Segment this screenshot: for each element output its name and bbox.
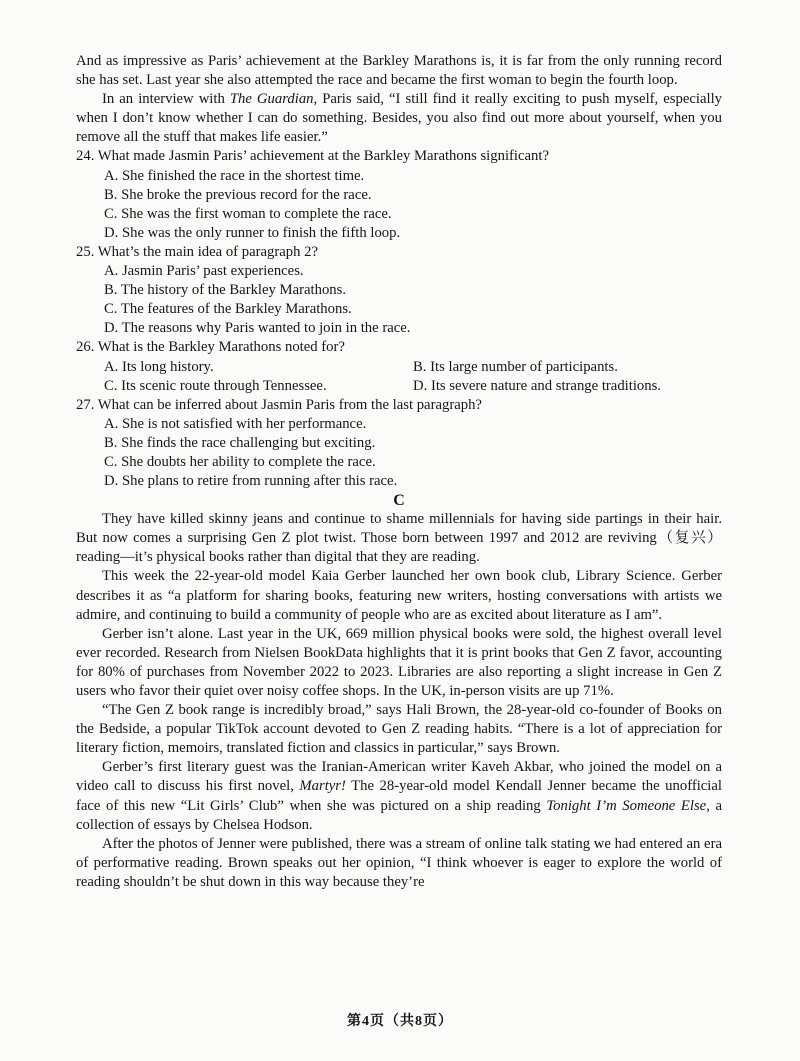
passage-paragraph: Gerber isn’t alone. Last year in the UK, 669 million physical books were sold, the highest overall level ever recorded. Research from Nielsen BookData highlights that it is print books that Gen Z favor, accounting for 80% of purchases from November 2022 to 2023. Libraries are also reporting a slight increase in Gen Z users who favor their quiet over noisy coffee shops. In the UK, in-person visits are up 71%.: [76, 625, 722, 699]
passage-paragraph: After the photos of Jenner were published, there was a stream of online talk stating we had entered an era of performative reading. Brown speaks out her opinion, “I think whoever is eager to explore the world of reading shouldn’t be shut down in this way because they’re: [76, 835, 722, 890]
question-stem: 24. What made Jasmin Paris’ achievement at the Barkley Marathons significant?: [76, 148, 549, 165]
option-c: C. The features of the Barkley Marathons.: [104, 301, 352, 318]
option-d: D. She was the only runner to finish the fifth loop.: [104, 224, 401, 241]
question-stem: 27. What can be inferred about Jasmin Paris from the last paragraph?: [76, 396, 482, 413]
question-stem: 26. What is the Barkley Marathons noted for?: [76, 339, 345, 356]
option-b: B. Its large number of participants.: [413, 358, 618, 375]
option-d: D. Its severe nature and strange traditions.: [413, 377, 661, 394]
passage-paragraph: They have killed skinny jeans and continue to shame millennials for having side partings in their hair. But now comes a surprising Gen Z plot twist. Those born between 1997 and 2012 are reviving（复兴）reading—it’s physical books rather than digital that they are reading.: [76, 511, 722, 566]
book-title: Tonight I’m Someone Else: [546, 797, 707, 814]
option-a: A. She is not satisfied with her performance.: [104, 415, 367, 432]
option-a: A. She finished the race in the shortest time.: [104, 167, 365, 184]
option-row: [104, 358, 722, 377]
question-27: [76, 396, 722, 491]
passage-paragraph: In an interview with The Guardian, Paris said, “I still find it really exciting to push myself, especially when I don’t know whether I can do something. Besides, you also find out more about yourself, when you remove all the stuff that makes life easier.”: [76, 91, 722, 146]
option-b: B. She broke the previous record for the race.: [104, 186, 372, 203]
section-heading: C: [393, 492, 405, 510]
question-26: [76, 338, 722, 395]
passage-paragraph: “The Gen Z book range is incredibly broad,” says Hali Brown, the 28-year-old co-founder of Books on the Bedside, a popular TikTok account devoted to Gen Z reading habits. “There is a lot of appreciation for literary fiction, memoirs, translated fiction and classics in particular,” says Brown.: [76, 702, 722, 757]
option-row: [104, 377, 722, 396]
passage-paragraph: And as impressive as Paris’ achievement at the Barkley Marathons is, it is far from the only running record she has set. Last year she also attempted the race and became the first woman to begin the fourth loop.: [76, 53, 722, 89]
question-stem: 25. What’s the main idea of paragraph 2?: [76, 243, 318, 260]
option-a: A. Its long history.: [104, 358, 214, 375]
passage-paragraph: Gerber’s first literary guest was the Iranian-American writer Kaveh Akbar, who joined the model on a video call to discuss his first novel, Martyr! The 28-year-old model Kendall Jenner became the unofficial face of this new “Lit Girls’ Club” when she was pictured on a ship reading Tonight I’m Someone Else, a collection of essays by Chelsea Hodson.: [76, 759, 722, 833]
option-b: B. The history of the Barkley Marathons.: [104, 282, 347, 299]
question-24: [76, 147, 722, 242]
option-b: B. She finds the race challenging but exciting.: [104, 434, 376, 451]
option-d: D. The reasons why Paris wanted to join in the race.: [104, 320, 411, 337]
option-d: D. She plans to retire from running after this race.: [104, 473, 398, 490]
passage-paragraph: This week the 22-year-old model Kaia Gerber launched her own book club, Library Science. Gerber describes it as “a platform for sharing books, featuring new writers, hosting conversations with artists we admire, and continuing to build a community of people who are as excited about literature as I am”.: [76, 568, 722, 623]
option-a: A. Jasmin Paris’ past experiences.: [104, 263, 304, 280]
newspaper-title: The Guardian: [229, 91, 314, 108]
page-number: 第4页（共8页）: [347, 1014, 453, 1029]
option-c: C. Its scenic route through Tennessee.: [104, 377, 327, 394]
option-c: C. She was the first woman to complete the race.: [104, 205, 392, 222]
option-c: C. She doubts her ability to complete the race.: [104, 453, 376, 470]
book-title: Martyr!: [299, 778, 346, 795]
question-25: [76, 243, 722, 338]
